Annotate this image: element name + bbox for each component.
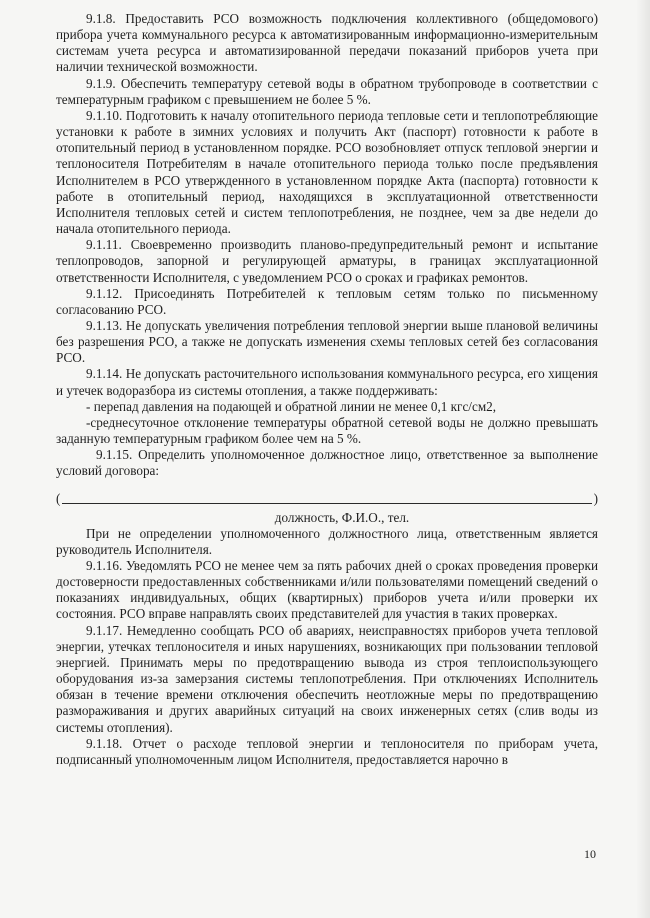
requirement-item-pressure: - перепад давления на подающей и обратной линии не менее 0,1 кгс/см2, [86,398,497,414]
clause-9-1-14: 9.1.14. Не допускать расточительного использования коммунального ресурса, его хищения и утечек водоразбора из системы отопления, а также поддерживать: [56,366,598,398]
default-responsible-note: При не определении уполномоченного должностного лица, ответственным является руководитель Исполнителя. [56,525,598,557]
clause-9-1-15: 9.1.15. Определить уполномоченное должностное лицо, ответственное за выполнение условий договора: [56,447,598,479]
clause-9-1-17: 9.1.17. Немедленно сообщать РСО об авариях, неисправностях приборов учета тепловой энергии, утечках теплоносителя и иных нарушениях, возникающих при пользовании тепловой энергией. Принимать меры по предотвращению вывода из строя теплоиспользующего оборудования из-за замерзания системы теплопотребления. При отключениях Исполнитель обязан в течение времени отключения обеспечить неотложные меры по предотвращению размораживания и других аварийных ситуаций на своих инженерных сетях (слив воды из системы отопления). [56,622,598,735]
clause-9-1-16: 9.1.16. Уведомлять РСО не менее чем за пять рабочих дней о сроках проведения проверки достоверности предоставленных собственниками и/или пользователями помещений сведений о показаниях индивидуальных, общих (квартирных) приборов учета и/или проверки их состояния. РСО вправе направлять своих представителей для участия в таких проверках. [56,558,598,622]
page-edge-shadow [636,0,650,918]
requirement-item-temperature: -среднесуточное отклонение температуры обратной сетевой воды не должно превышать заданную температурным графиком более чем на 5 %. [56,414,598,447]
close-paren: ) [593,491,598,507]
clause-9-1-13: 9.1.13. Не допускать увеличения потребления тепловой энергии выше плановой величины без разрешения РСО, а также не допускать изменения схемы тепловых сетей без согласования РСО. [56,317,598,366]
clause-9-1-12: 9.1.12. Присоединять Потребителей к тепловым сетям только по письменному согласованию РСО. [56,285,598,317]
open-paren: ( [56,491,61,507]
fill-line-caption: должность, Ф.И.О., тел. [274,509,410,525]
fill-rule [62,503,591,504]
clause-9-1-11: 9.1.11. Своевременно производить планово-предупредительный ремонт и испытание теплопроводов, запорной и регулирующей арматуры, в границах эксплуатационной ответственности Исполнителя, с уведомлением РСО о сроках и графиках ремонтов. [56,237,598,285]
clause-9-1-18: 9.1.18. Отчет о расходе тепловой энергии и теплоносителя по приборам учета, подписанный уполномоченным лицом Исполнителя, предоставляется нарочно в [56,735,598,767]
page-number: 10 [584,847,596,861]
clause-9-1-10: 9.1.10. Подготовить к началу отопительного периода тепловые сети и теплопотребляющие установки к работе в зимних условиях и получить Акт (паспорт) готовности к работе в отопительный период в установленном порядке. РСО возобновляет отпуск тепловой энергии и теплоносителя Потребителям в начале отопительного периода только после предъявления Исполнителем в РСО утвержденного в установленном порядке Акта (паспорта) готовности к работе в отопительный период, находящихся в эксплуатационной ответственности Исполнителя тепловых сетей и систем теплопотребления, не позднее, чем за две недели до начала отопительного периода. [56,107,598,237]
clause-9-1-8: 9.1.8. Предоставить РСО возможность подключения коллективного (общедомового) прибора учета коммунального ресурса к автоматизированным информационно-измерительным системам учета ресурса и автоматизированной передачи показаний приборов учета при наличии технической возможности. [56,11,598,75]
clause-9-1-9: 9.1.9. Обеспечить температуру сетевой воды в обратном трубопроводе в соответствии с температурным графиком с превышением не более 5 %. [56,75,598,107]
responsible-person-fill-line [56,492,598,508]
